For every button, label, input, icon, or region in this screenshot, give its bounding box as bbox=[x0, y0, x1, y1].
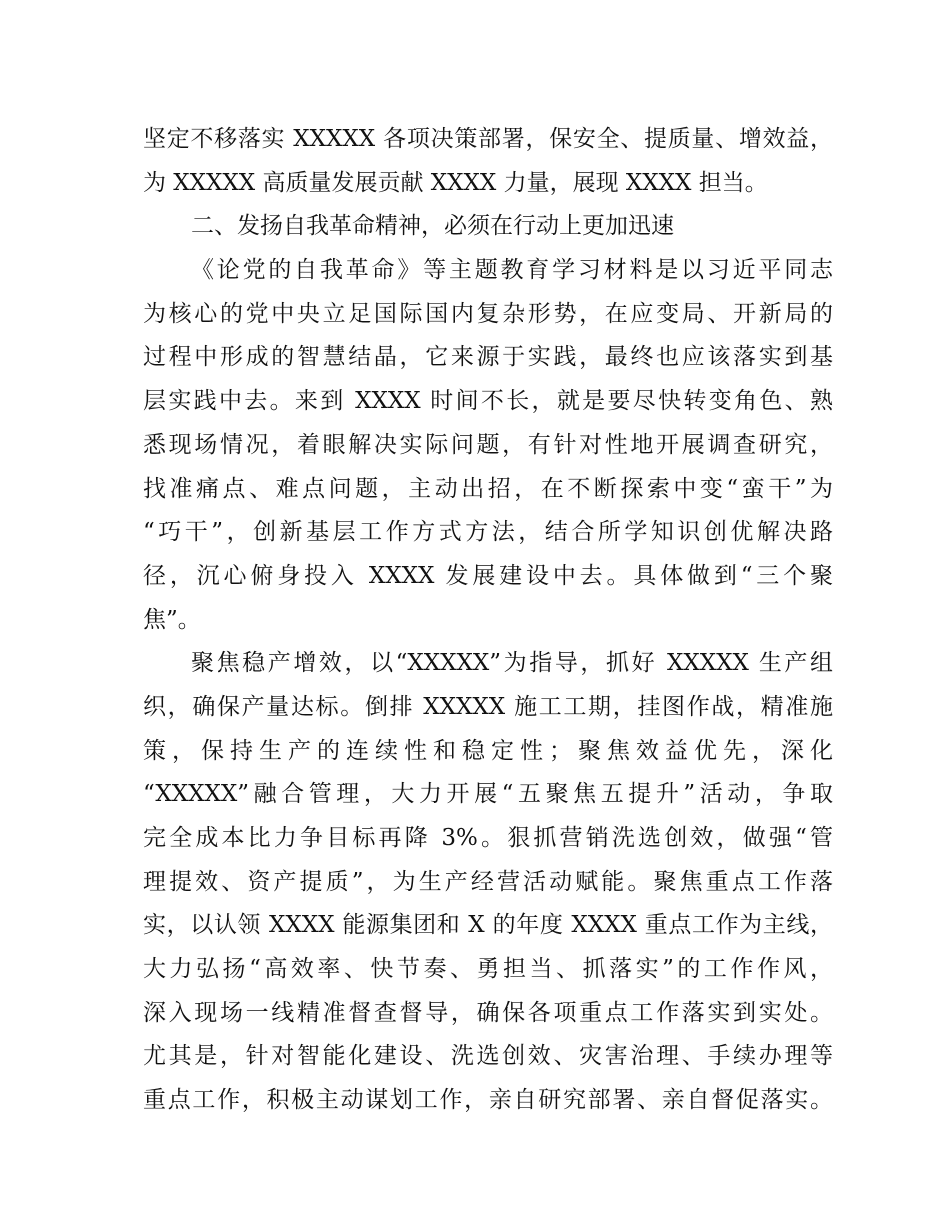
text-line: 大力弘扬“高效率、快节奏、勇担当、抓落实”的工作作风， bbox=[143, 956, 833, 983]
text-line: 聚焦稳产增效，以“XXXXX”为指导，抓好 XXXXX 生产组 bbox=[191, 650, 833, 677]
text-line: 深入现场一线精准督查督导，确保各项重点工作落实到实处。 bbox=[143, 999, 833, 1026]
text-line: 找准痛点、难点问题，主动出招，在不断探索中变“蛮干”为 bbox=[143, 475, 833, 502]
text-line: “巧干”，创新基层工作方式方法，结合所学知识创优解决路 bbox=[143, 519, 833, 546]
text-line: 实，以认领 XXXX 能源集团和 X 的年度 XXXX 重点工作为主线， bbox=[143, 912, 833, 939]
text-line: 为 XXXXX 高质量发展贡献 XXXX 力量，展现 XXXX 担当。 bbox=[143, 169, 768, 196]
section-heading: 二、发扬自我革命精神，必须在行动上更加迅速 bbox=[191, 213, 674, 240]
document-body bbox=[143, 118, 833, 1123]
text-line: 完全成本比力争目标再降 3%。狠抓营销洗选创效，做强“管 bbox=[143, 825, 833, 851]
text-line: 策，保持生产的连续性和稳定性；聚焦效益优先，深化 bbox=[143, 737, 833, 764]
text-line: 尤其是，针对智能化建设、洗选创效、灾害治理、手续办理等 bbox=[143, 1043, 833, 1070]
text-line: 为核心的党中央立足国际国内复杂形势，在应变局、开新局的 bbox=[143, 300, 833, 327]
text-line: 《论党的自我革命》等主题教育学习材料是以习近平同志 bbox=[191, 257, 833, 284]
text-line: 径，沉心俯身投入 XXXX 发展建设中去。具体做到“三个聚 bbox=[143, 562, 833, 589]
text-line: 过程中形成的智慧结晶，它来源于实践，最终也应该落实到基 bbox=[143, 344, 833, 371]
text-line: 织，确保产量达标。倒排 XXXXX 施工工期，挂图作战，精准施 bbox=[143, 693, 833, 720]
text-line: 悉现场情况，着眼解决实际问题，有针对性地开展调查研究， bbox=[143, 431, 833, 458]
text-line: 焦”。 bbox=[143, 606, 201, 633]
text-line: 理提效、资产提质”，为生产经营活动赋能。聚焦重点工作落 bbox=[143, 868, 833, 895]
text-line: 重点工作，积极主动谋划工作，亲自研究部署、亲自督促落实。 bbox=[143, 1087, 833, 1114]
text-line: 层实践中去。来到 XXXX 时间不长，就是要尽快转变角色、熟 bbox=[143, 388, 833, 415]
text-line: 坚定不移落实 XXXXX 各项决策部署，保安全、提质量、增效益， bbox=[143, 126, 833, 152]
text-line: “XXXXX”融合管理，大力开展“五聚焦五提升”活动，争取 bbox=[143, 781, 833, 808]
